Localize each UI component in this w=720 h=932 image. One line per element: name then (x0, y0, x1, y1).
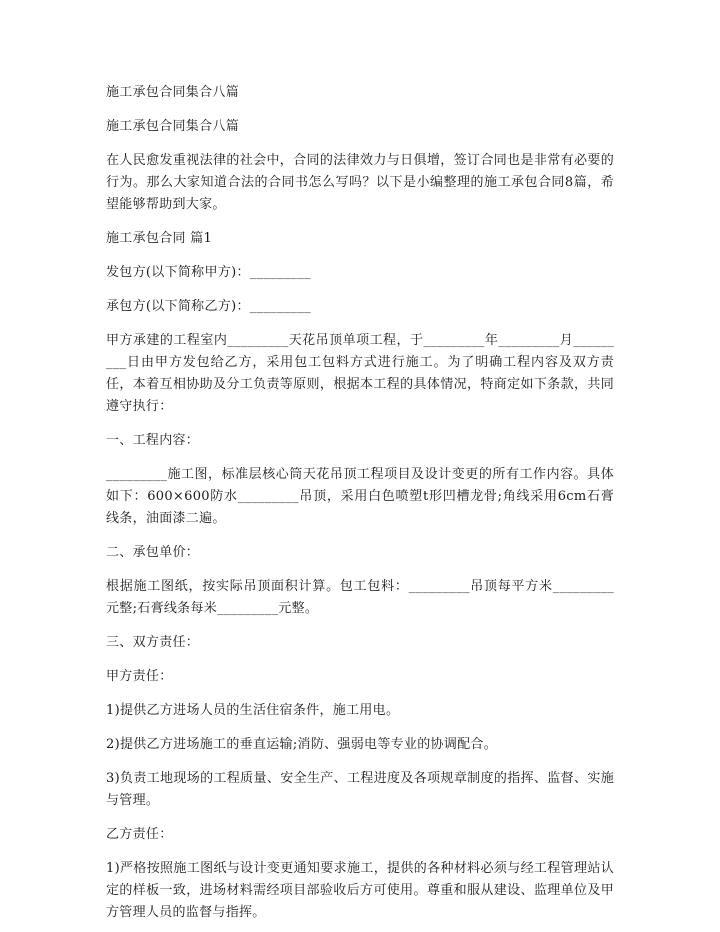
work-content-paragraph: _________施工图，标准层核心筒天花吊顶工程项目及设计变更的所有工作内容。具体如下：600×600防水_________吊顶，采用白色喷塑t形凹槽龙骨;角线采用6cm石膏线条，油面漆二遍。 (106, 467, 614, 526)
section-heading: 施工承包合同 篇1 (106, 231, 213, 246)
party-a-item-1: 1)提供乙方进场人员的生活住宿条件，施工用电。 (106, 703, 400, 718)
party-a-responsibility-heading: 甲方责任： (106, 669, 173, 684)
party-a-line: 发包方(以下简称甲方)：_________ (106, 265, 311, 280)
heading-unit-price: 二、承包单价： (106, 545, 200, 560)
party-b-item-1: 1)严格按照施工图纸与设计变更通知要求施工，提供的各种材料必须与经工程管理站认定的样板一致，进场材料需经项目部验收后方可使用。尊重和服从建设、监理单位及甲方管理人员的监督与指挥。 (106, 861, 614, 920)
page-title: 施工承包合同集合八篇 (106, 85, 240, 100)
heading-work-content: 一、工程内容： (106, 433, 200, 448)
party-b-responsibility-heading: 乙方责任： (106, 827, 173, 842)
document-subtitle: 施工承包合同集合八篇 (106, 119, 240, 134)
party-b-line: 承包方(以下简称乙方)：_________ (106, 299, 311, 314)
document-page (106, 82, 614, 924)
heading-responsibilities: 三、双方责任： (106, 635, 200, 650)
party-a-item-3: 3)负责工地现场的工程质量、安全生产、工程进度及各项规章制度的指挥、监督、实施与管理。 (106, 771, 614, 808)
preamble-paragraph: 甲方承建的工程室内_________天花吊顶单项工程，于_________年_________月_________日由甲方发包给乙方，采用包工包料方式进行施工。为了明确工程内容及双方责任，本着互相协助及分工负责等原则，根据本工程的具体情况，特商定如下条款，共同遵守执行： (106, 333, 614, 414)
party-a-item-2: 2)提供乙方进场施工的垂直运输;消防、强弱电等专业的协调配合。 (106, 737, 498, 752)
intro-paragraph: 在人民愈发重视法律的社会中，合同的法律效力与日俱增，签订合同也是非常有必要的行为。那么大家知道合法的合同书怎么写吗？以下是小编整理的施工承包合同8篇，希望能够帮助到大家。 (106, 153, 614, 212)
unit-price-paragraph: 根据施工图纸，按实际吊顶面积计算。包工包料：_________吊顶每平方米_________元整;石膏线条每米_________元整。 (106, 579, 614, 616)
